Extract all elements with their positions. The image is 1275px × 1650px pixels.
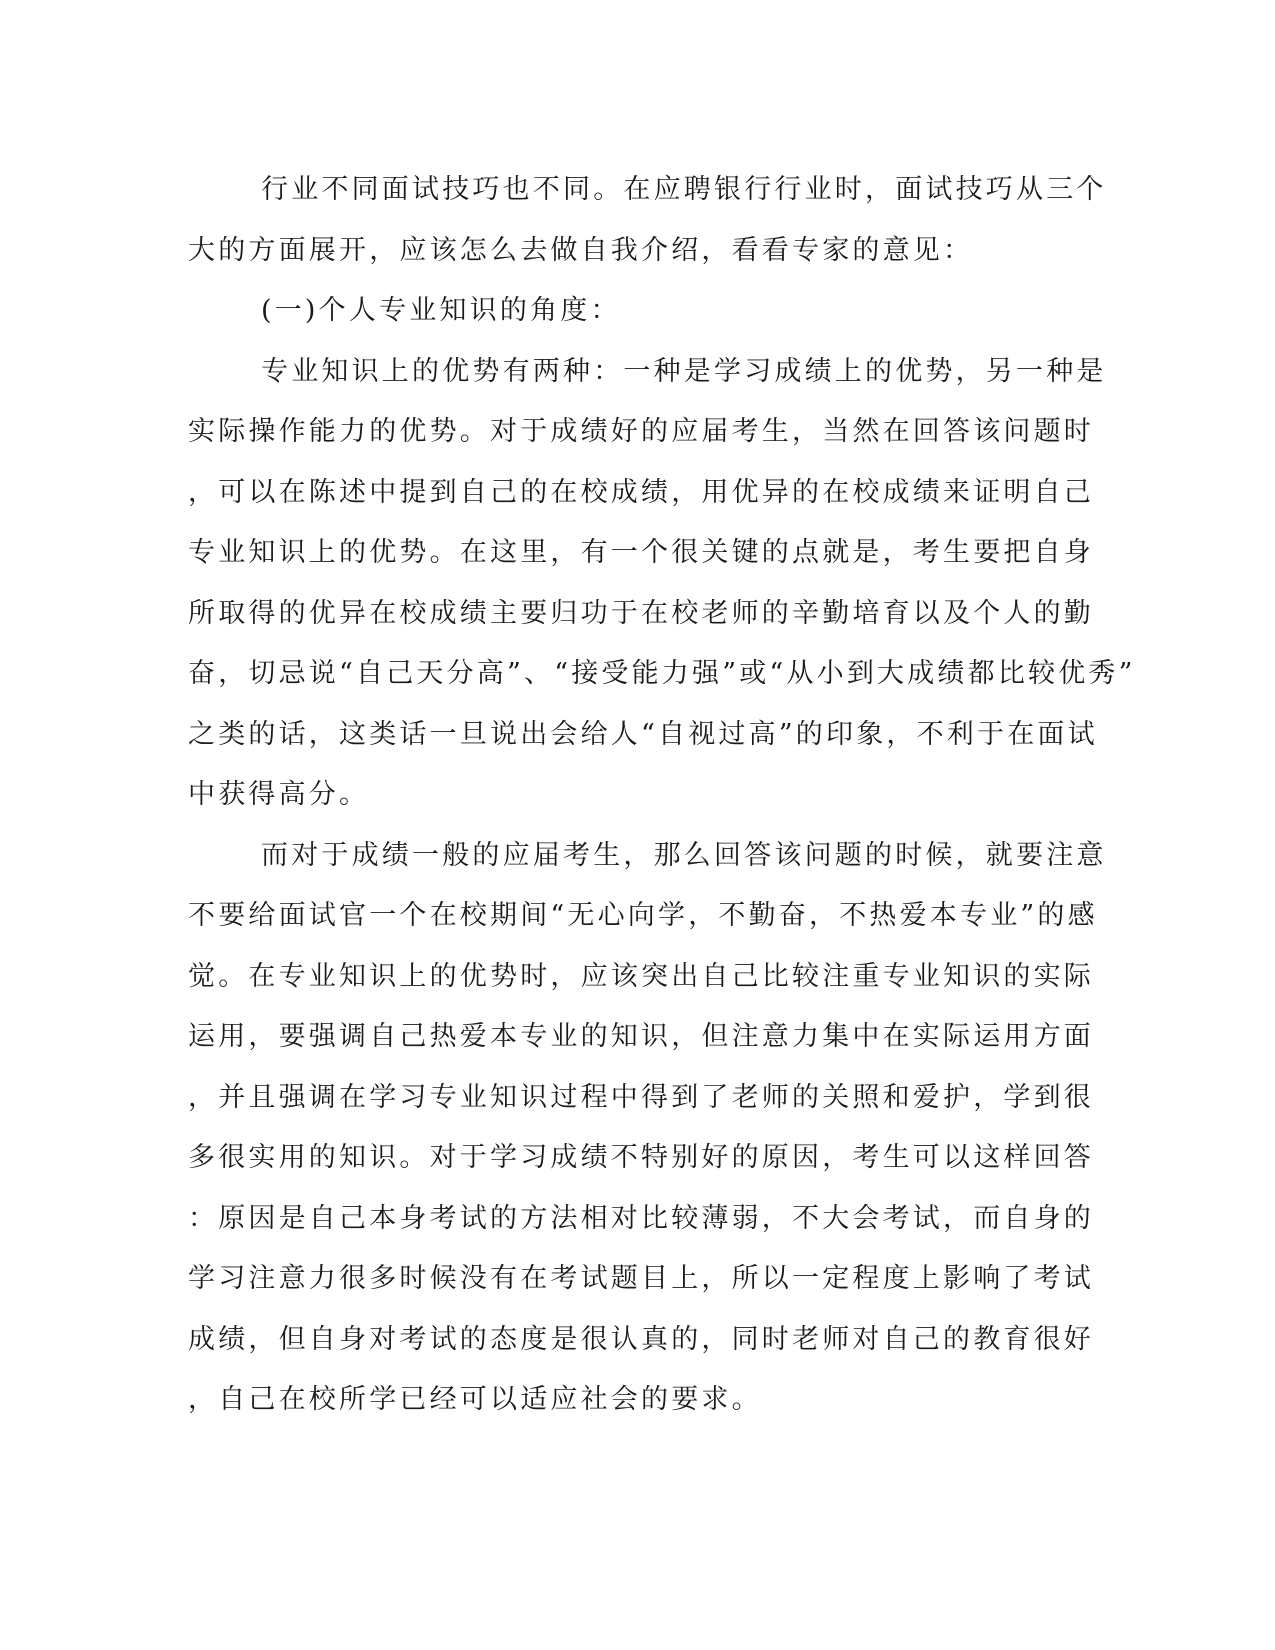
text-line: ，自己在校所学已经可以适应社会的要求。	[188, 1384, 762, 1415]
text-line: 奋，切忌说“自己天分高”、“接受能力强”或“从小到大成绩都比较优秀”	[188, 658, 1136, 689]
paragraph-section-heading	[188, 281, 1068, 342]
paragraph-intro	[188, 160, 1107, 281]
text-line: 专业知识上的优势。在这里，有一个很关键的点就是，考生要把自身	[188, 537, 1094, 568]
text-line: 学习注意力很多时候没有在考试题目上，所以一定程度上影响了考试	[188, 1263, 1094, 1294]
text-line: 所取得的优异在校成绩主要归功于在校老师的辛勤培育以及个人的勤	[188, 597, 1094, 629]
section-heading: (一)个人专业知识的角度：	[261, 295, 621, 326]
document-body	[188, 160, 1136, 1431]
text-line: 觉。在专业知识上的优势时，应该突出自己比较注重专业知识的实际	[188, 960, 1094, 992]
text-line: 而对于成绩一般的应届考生，那么回答该问题的时候，就要注意	[261, 839, 1107, 871]
text-line: 中获得高分。	[188, 779, 370, 810]
text-line: 专业知识上的优势有两种：一种是学习成绩上的优势，另一种是	[261, 355, 1107, 387]
text-line: 运用，要强调自己热爱本专业的知识，但注意力集中在实际运用方面	[188, 1021, 1094, 1052]
text-line: 行业不同面试技巧也不同。在应聘银行行业时，面试技巧从三个	[261, 174, 1107, 205]
paragraph-average-grades	[188, 826, 1107, 1431]
text-line: 不要给面试官一个在校期间“无心向学，不勤奋，不热爱本专业”的感	[188, 900, 1098, 931]
text-line: 之类的话，这类话一旦说出会给人“自视过高”的印象，不利于在面试	[188, 718, 1098, 750]
text-line: 实际操作能力的优势。对于成绩好的应届考生，当然在回答该问题时	[188, 416, 1094, 447]
text-line: ：原因是自己本身考试的方法相对比较薄弱，不大会考试，而自身的	[188, 1202, 1094, 1234]
text-line: 多很实用的知识。对于学习成绩不特别好的原因，考生可以这样回答	[188, 1142, 1094, 1173]
paragraph-advantages	[188, 342, 1136, 826]
text-line: ，并且强调在学习专业知识过程中得到了老师的关照和爱护，学到很	[188, 1081, 1094, 1113]
text-line: 大的方面展开，应该怎么去做自我介绍，看看专家的意见：	[188, 234, 974, 266]
text-line: ，可以在陈述中提到自己的在校成绩，用优异的在校成绩来证明自己	[188, 476, 1094, 508]
text-line: 成绩，但自身对考试的态度是很认真的，同时老师对自己的教育很好	[188, 1323, 1094, 1355]
